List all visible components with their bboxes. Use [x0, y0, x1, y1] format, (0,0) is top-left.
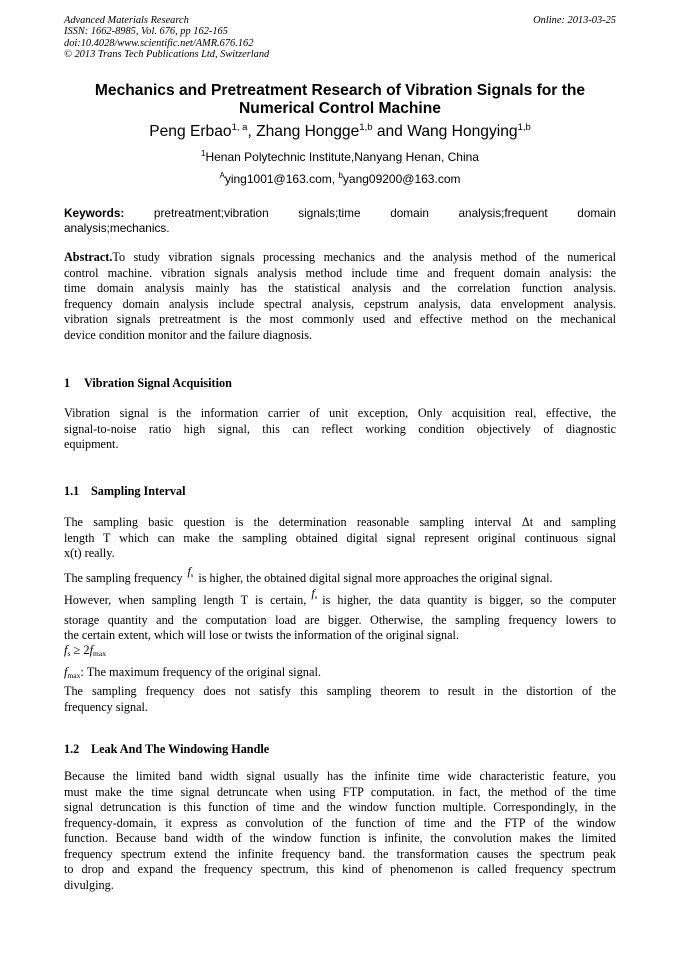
online-date: Online: 2013-03-25 [533, 15, 616, 26]
abstract-label: Abstract. [64, 250, 113, 264]
section-1-2-paragraph [64, 769, 616, 893]
paragraph-line: signal-to-noise ratio high signal, this can reflect working condition objectively of diagnostic [64, 421, 616, 436]
paragraph-line: The sampling frequency fs is higher, the obtained digital signal more approaches the original signal. [64, 564, 553, 585]
section-heading-1-2: 1.2 Leak And The Windowing Handle [64, 742, 270, 756]
author-list [64, 123, 616, 141]
journal-header [64, 15, 616, 60]
abstract-line: time domain analysis mainly has the statistical analysis and the correlation function analysis. [64, 281, 616, 296]
paragraph-line: frequency signal. [64, 699, 148, 714]
abstract-line: control machine. vibration signals analysis method include time and frequent domain analysis: the [64, 265, 616, 280]
paragraph-line: divulging. [64, 877, 114, 892]
issn-line: ISSN: 1662-8985, Vol. 676, pp 162-165 [64, 26, 228, 38]
affiliation-marker: 1 [201, 149, 206, 158]
keywords-line-2: analysis;mechanics. [64, 221, 170, 235]
author-1-affil: 1, a [231, 122, 248, 133]
keyword: domain [577, 206, 616, 220]
copyright-line: © 2013 Trans Tech Publications Ltd, Switzerland [64, 48, 270, 60]
affiliation [64, 150, 616, 164]
section-1-1-paragraph-4 [64, 684, 616, 715]
keyword: analysis;frequent [458, 206, 548, 220]
paragraph-line: length T which can make the sampling obtained digital signal represent original continuous signal [64, 530, 616, 545]
paragraph-line: x(t) really. [64, 546, 115, 561]
email-b: yang09200@163.com [342, 172, 461, 186]
email-a-marker: A [219, 171, 225, 180]
paragraph-line: equipment. [64, 437, 119, 452]
keywords [64, 206, 616, 236]
paragraph-line: function. Because band width of the window function is infinite, the convolution makes the limited [64, 831, 616, 846]
abstract-line: device condition monitor and the failure diagnosis. [64, 327, 313, 342]
paragraph-line: However, when sampling length T is certain, fs is higher, the data quantity is bigger, so the computer [64, 586, 617, 607]
section-1-1-paragraph-3 [64, 586, 617, 644]
paragraph-line: Vibration signal is the information carrier of unit exception, Only acquisition real, effective, the [64, 406, 616, 420]
keyword: domain [390, 206, 429, 220]
title-line-1: Mechanics and Pretreatment Research of Vibration Signals for the [94, 82, 586, 99]
author-2-affil: 1,b [359, 122, 373, 133]
author-emails [64, 172, 616, 186]
email-a: ying1001@163.com, [224, 172, 339, 186]
abstract-line: Abstract.To study vibration signals processing mechanics and the analysis method of the numerical [64, 250, 616, 264]
fs-symbol: fs [187, 564, 194, 579]
doi-line: doi:10.4028/www.scientific.net/AMR.676.162 [64, 37, 254, 49]
author-3: Wang Hongying [407, 123, 518, 140]
paragraph-line: frequency spectrum extend the infinite frequency band. the transformation causes the spectrum peak [64, 846, 616, 861]
author-separator: and [372, 123, 408, 140]
section-1-1-paragraph-2 [64, 564, 616, 591]
author-2: Zhang Hongge [256, 123, 360, 140]
email-b-marker: b [338, 171, 343, 180]
paragraph-line: signal detruncation is this function of time and the window function multiple. Correspondingly, in the [64, 800, 616, 815]
section-heading-1-1: 1.1 Sampling Interval [64, 484, 186, 498]
title-line-2: Numerical Control Machine [239, 100, 441, 117]
fmax-definition: fmax: The maximum frequency of the original signal. [64, 665, 322, 680]
affiliation-text: Henan Polytechnic Institute,Nanyang Henan, China [205, 150, 479, 164]
paragraph-line: The sampling frequency does not satisfy this sampling theorem to result in the distortion of the [64, 684, 616, 698]
abstract-line: frequency domain analysis include spectral analysis, cepstrum analysis, data envelopment analysis. [64, 296, 616, 311]
fs-symbol: fs [311, 586, 318, 601]
keywords-line-1 [64, 206, 616, 221]
keyword: signals;time [298, 206, 361, 220]
sampling-theorem-formula: fs ≥ 2fmax [64, 643, 106, 658]
author-1: Peng Erbao [149, 123, 232, 140]
section-1-1-paragraph-1 [64, 515, 616, 562]
paper-title [64, 82, 616, 118]
abstract [64, 250, 616, 343]
keywords-label: Keywords: [64, 206, 125, 220]
author-3-affil: 1,b [517, 122, 531, 133]
abstract-line: vibration signals pretreatment is the most commonly used and effective method on the mechanical [64, 312, 616, 327]
keyword: pretreatment;vibration [153, 206, 269, 220]
paragraph-line: The sampling basic question is the determination reasonable sampling interval Δt and sampling [64, 515, 616, 529]
paragraph-line: must make the time signal detruncate when using FTP computation. in fact, the method of the time [64, 784, 616, 799]
paragraph-line: the certain extent, which will lose or twists the information of the original signal. [64, 628, 459, 643]
paragraph-line: storage quantity and the computation load are bigger. Otherwise, the sampling frequency lowers to [64, 612, 616, 627]
paragraph-line: frequency-domain, it express as convolution of the function of time and the FTP of the window [64, 815, 616, 830]
paragraph-line: to drop and expand the frequency spectrum, this kind of phenomenon is called frequency spectrum [64, 862, 616, 877]
section-1-paragraph [64, 406, 616, 453]
author-separator: , [247, 123, 257, 140]
section-heading-1: 1 Vibration Signal Acquisition [64, 376, 232, 390]
paragraph-line: Because the limited band width signal usually has the infinite time wide characteristic feature, you [64, 769, 616, 783]
journal-name: Advanced Materials Research [64, 15, 189, 26]
